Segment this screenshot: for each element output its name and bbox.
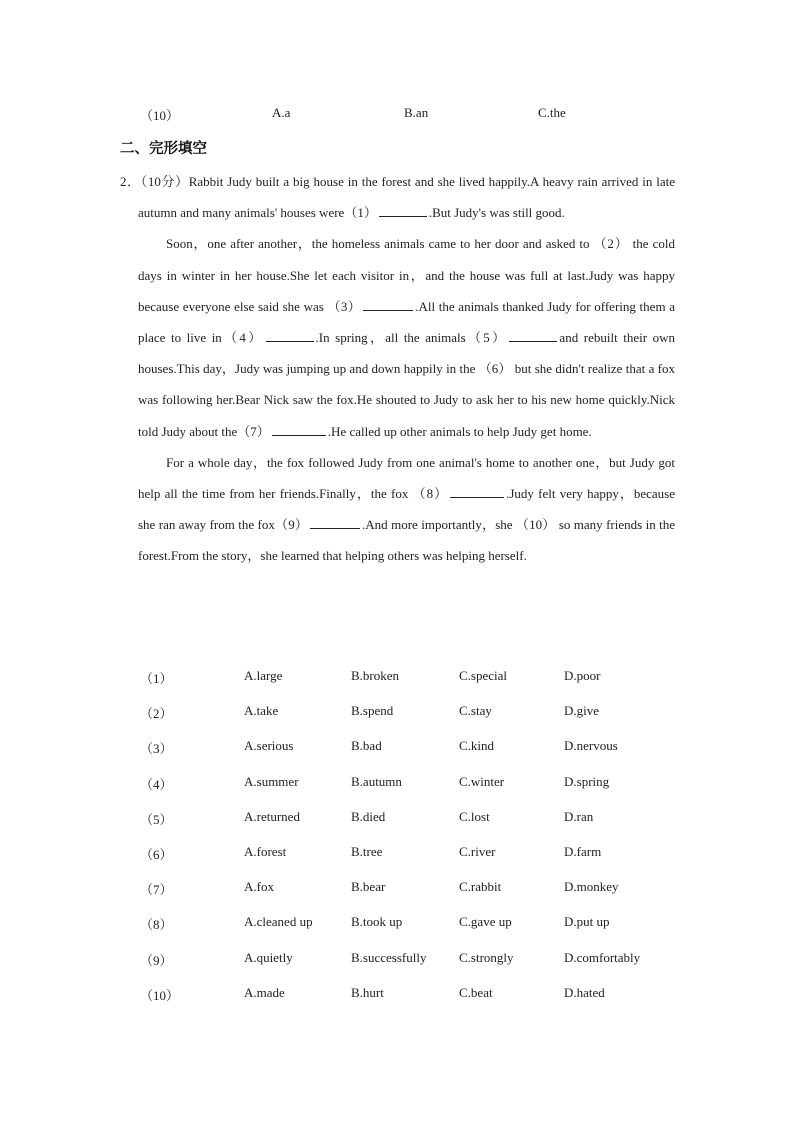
option-row: （8） A.cleaned up B.took up C.gave up D.put up	[140, 914, 610, 933]
blank-3	[363, 298, 413, 311]
option-row: （5） A.returned B.died C.lost D.ran	[140, 808, 594, 827]
blank-4	[266, 329, 314, 342]
section-title: 二、完形填空	[120, 141, 207, 157]
blank-1	[379, 204, 427, 217]
option-row: （3） A.serious B.bad C.kind D.nervous	[140, 738, 618, 757]
option-b: B.an	[404, 105, 429, 120]
option-row: （6） A.forest B.tree C.river D.farm	[140, 843, 602, 862]
options-table	[0, 668, 794, 1020]
option-number: （10）	[140, 108, 180, 123]
option-row: （7） A.fox B.bear C.rabbit D.monkey	[140, 879, 619, 898]
blank-9	[310, 516, 360, 529]
option-row: （10） A.made B.hurt C.beat D.hated	[140, 984, 605, 1003]
blank-8	[450, 485, 504, 498]
blank-5	[509, 329, 557, 342]
passage-paragraph-2: Soon，one after another，the homeless animals came to her door and asked to （2） the cold days in winter in her house.She let each visitor in，and the house was full at last.Judy was happy because everyone else said she was （3） .All the animals thanked Judy for offering them a place to live in（4） .In spring，all the animals（5） and rebuilt their own houses.This day，Judy was jumping up and down happily in the （6） but she didn't realize that a fox was following her.Bear Nick saw the fox.He shouted to Judy to ask her to his new home quickly.Nick told Judy about the（7） .He called up other animals to help Judy get home.	[138, 236, 676, 439]
passage-paragraph-1: 2．（10分）Rabbit Judy built a big house in the forest and she lived happily.A heavy rain arrived in late autumn and many animals' houses were（1） .But Judy's was still good.	[120, 174, 675, 221]
blank-7	[272, 423, 326, 436]
question-header: 2．（10分）	[120, 174, 189, 189]
option-row: （1） A.large B.broken C.special D.poor	[140, 668, 601, 686]
option-c: C.the	[538, 105, 566, 120]
option-row: （2） A.take B.spend C.stay D.give	[140, 703, 600, 722]
passage-paragraph-3: For a whole day，the fox followed Judy from one animal's home to another one，but Judy got help all the time from her friends.Finally，the fox （8） .Judy felt very happy，because she ran away from the fox（9） .And more importantly，she （10） so many friends in the forest.From the story，she learned that helping others was helping herself.	[138, 454, 676, 564]
option-row: （4） A.summer B.autumn C.winter D.spring	[140, 773, 610, 792]
option-row: （9） A.quietly B.successfully C.strongly D.comfortably	[140, 949, 641, 968]
cloze-passage	[120, 166, 675, 572]
previous-question-options	[0, 105, 794, 125]
option-a: A.a	[272, 105, 291, 120]
